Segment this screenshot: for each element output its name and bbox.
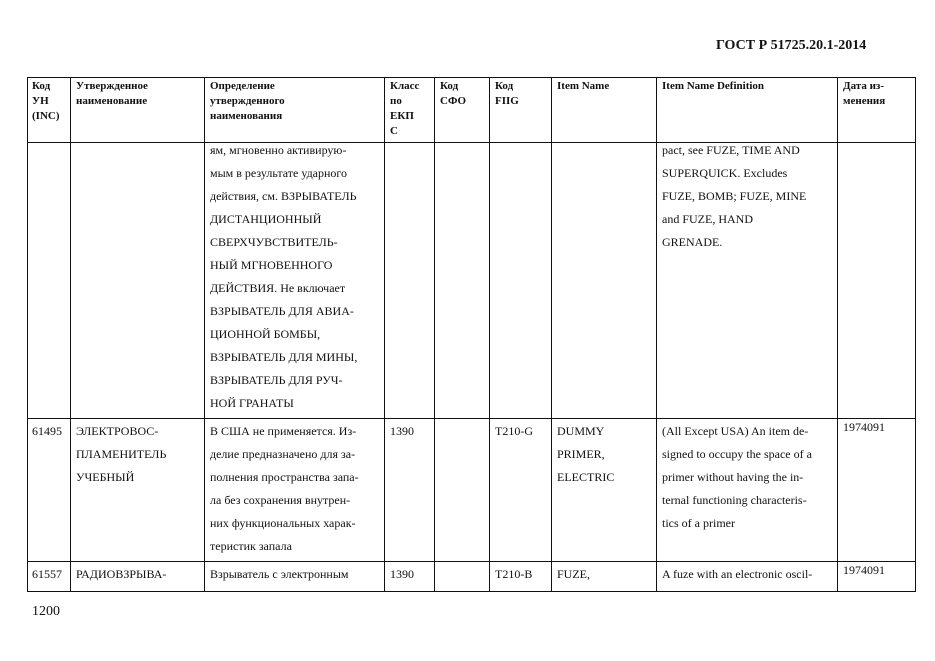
header-date: Дата из- менения — [843, 80, 886, 107]
page-number: 1200 — [32, 604, 60, 619]
header-item-name: Item Name — [557, 80, 610, 92]
header-item-name-definition: Item Name Definition — [662, 80, 765, 92]
row-61495-date: 1974091 — [843, 420, 885, 434]
row-61557-item-name: FUZE, — [557, 567, 590, 581]
row-61495-definition-en: (All Except USA) An item de- signed to occupy the space of a primer without having the in- ternal functioning characteris- tics of a primer — [662, 424, 812, 530]
row-61557-inc: 61557 — [32, 567, 62, 581]
row-61495-fiig: T210-G — [495, 424, 533, 438]
row-61495-item-name: DUMMY PRIMER, ELECTRIC — [557, 424, 615, 484]
header-inc: Код УН (INC) — [32, 80, 60, 122]
row-61557-definition-en: A fuze with an electronic oscil- — [662, 567, 813, 581]
row-61557-definition-ru: Взрыватель с электронным — [210, 567, 349, 581]
row-61557-date: 1974091 — [843, 563, 885, 577]
header-approved-name-definition: Определение утвержденного наименования — [210, 80, 285, 122]
row-61557-fiig: T210-B — [495, 567, 533, 581]
header-class: Класс по ЕКП С — [390, 80, 420, 137]
row-61557-name-ru: РАДИОВЗРЫВА- — [76, 567, 167, 581]
header-approved-name: Утвержденное наименование — [76, 80, 148, 107]
cont-definition-en: pact, see FUZE, TIME AND SUPERQUICK. Excludes FUZE, BOMB; FUZE, MINE and FUZE, HAND GRENADE. — [662, 143, 807, 249]
document-code: ГОСТ Р 51725.20.1-2014 — [716, 38, 867, 53]
row-61495-class: 1390 — [390, 424, 414, 438]
row-61495-inc: 61495 — [32, 424, 62, 438]
row-61557-class: 1390 — [390, 567, 414, 581]
cont-definition-ru: ям, мгновенно активирую- мым в результате ударного действия, см. ВЗРЫВАТЕЛЬ ДИСТАНЦИОННЫЙ СВЕРХЧУВСТВИТЕЛЬ- НЫЙ МГНОВЕННОГО ДЕЙСТВИЯ. Не включает ВЗРЫВАТЕЛЬ ДЛЯ АВИА- ЦИОННОЙ БОМБЫ, ВЗРЫВАТЕЛЬ ДЛЯ МИНЫ, ВЗРЫВАТЕЛЬ ДЛЯ РУЧ- НОЙ ГРАНАТЫ — [210, 143, 358, 410]
header-sfo: Код СФО — [440, 80, 467, 107]
row-61495-definition-ru: В США не применяется. Из- делие предназначено для за- полнения пространства запа- ла без сохранения внутрен- них функциональных харак- теристик запала — [210, 424, 359, 553]
header-fiig: Код FIIG — [495, 80, 519, 107]
row-61495-name-ru: ЭЛЕКТРОВОС- ПЛАМЕНИТЕЛЬ УЧЕБНЫЙ — [76, 424, 167, 484]
